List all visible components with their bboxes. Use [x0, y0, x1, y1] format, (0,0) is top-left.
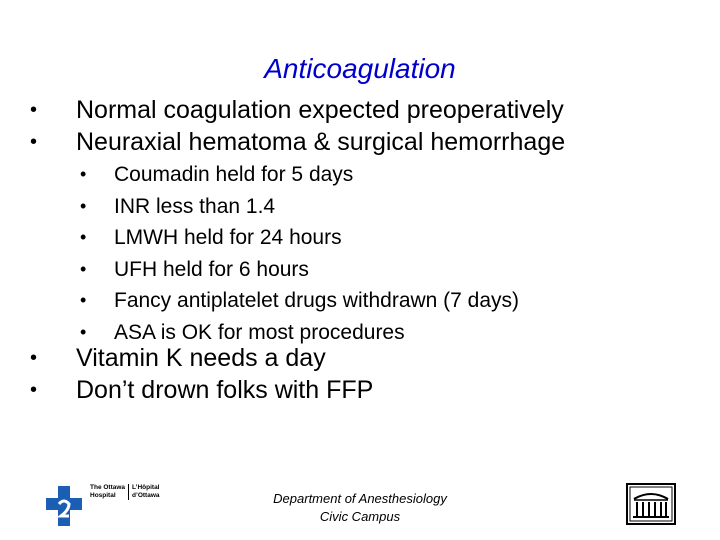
sub-bullet-item [80, 191, 519, 223]
bullet-dot: • [30, 131, 38, 153]
sub-bullet-text: UFH held for 6 hours [114, 257, 309, 281]
main-bullet-text: Vitamin K needs a day [76, 344, 326, 372]
main-bullet-text: Neuraxial hematoma & surgical hemorrhage [76, 128, 566, 156]
ottawa-hospital-logo [44, 484, 174, 528]
main-bullet-text: Don’t drown folks with FFP [76, 376, 374, 404]
bullet-dot: • [30, 347, 38, 369]
sub-bullet-text: Fancy antiplatelet drugs withdrawn (7 days) [114, 289, 520, 313]
building-columns-icon [626, 483, 676, 525]
department-footer [260, 490, 460, 526]
sub-bullet-list [80, 159, 519, 349]
bullet-dot: • [30, 379, 38, 401]
bullet-dot: • [80, 195, 87, 216]
sub-bullet-text: ASA is OK for most procedures [114, 320, 405, 344]
hospital-name-en [90, 484, 128, 500]
hospital-name-fr-line1: L’Hôpital [132, 484, 160, 491]
bullet-dot: • [30, 99, 38, 121]
hospital-logo-wordmark [90, 484, 163, 500]
sub-bullet-text: INR less than 1.4 [114, 194, 276, 218]
sub-bullet-item [80, 254, 519, 286]
bullet-dot: • [80, 290, 87, 311]
main-bullet-list-bottom [30, 342, 373, 406]
bullet-dot: • [80, 321, 87, 342]
hospital-name-en-line1: The Ottawa [90, 484, 126, 491]
bullet-dot: • [80, 227, 87, 248]
bullet-dot: • [80, 258, 87, 279]
sub-bullet-item [80, 222, 519, 254]
sub-bullet-item [80, 285, 519, 317]
main-bullet-item [30, 342, 373, 374]
main-bullet-list-top [30, 94, 565, 158]
sub-bullet-text: LMWH held for 24 hours [114, 226, 342, 250]
slide-title: Anticoagulation [264, 53, 456, 84]
hospital-name-fr-line2: d’Ottawa [132, 492, 160, 499]
department-name: Department of Anesthesiology [273, 491, 447, 506]
sub-bullet-item [80, 159, 519, 191]
main-bullet-text: Normal coagulation expected preoperatively [76, 96, 564, 124]
hospital-name-en-line2: Hospital [90, 492, 116, 499]
bullet-dot: • [80, 164, 87, 184]
main-bullet-item [30, 374, 373, 406]
campus-name: Civic Campus [319, 509, 401, 524]
ottawa-hospital-cross-icon [44, 484, 84, 528]
hospital-name-fr [128, 484, 162, 500]
sub-bullet-text: Coumadin held for 5 days [114, 163, 354, 186]
main-bullet-item [30, 126, 565, 158]
main-bullet-item [30, 94, 565, 126]
